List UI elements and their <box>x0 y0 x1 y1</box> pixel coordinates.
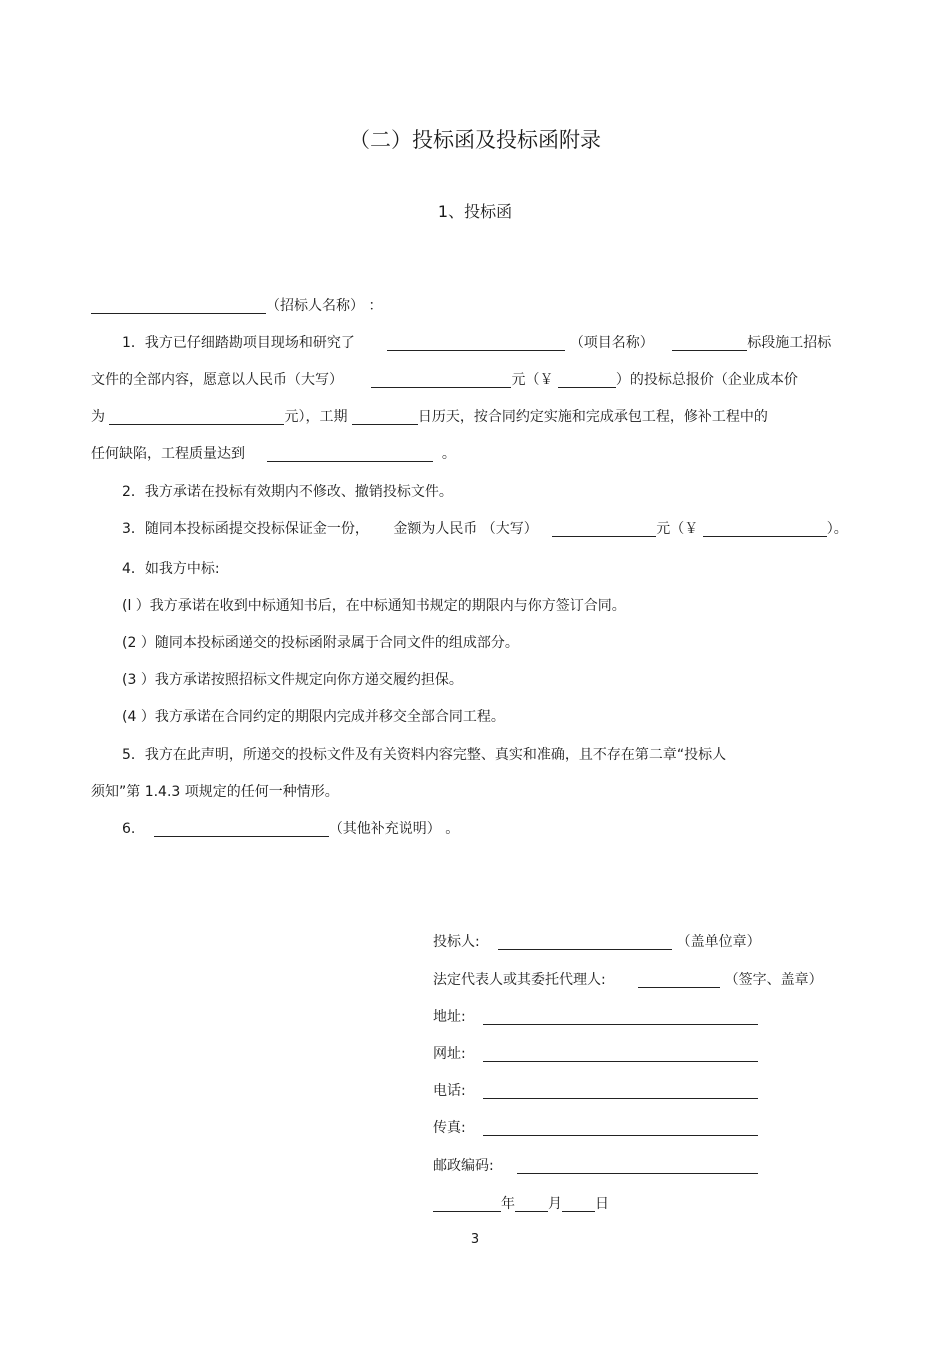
list-item: (l ）我方承诺在收到中标通知书后，在中标通知书规定的期限内与你方签订合同。 <box>122 598 626 614</box>
document-title: （二）投标函及投标函附录 <box>349 128 601 152</box>
para1-text-f: ）的投标总报价（企业成本价 <box>615 372 798 388</box>
phone-label: 电话: <box>433 1083 466 1099</box>
duration-blank[interactable] <box>352 409 418 425</box>
para1-text-k: 。 <box>441 446 456 462</box>
para5-line1: 5．我方在此声明，所递交的投标文件及有关资料内容完整、真实和准确，且不存在第二章“投标人 <box>122 747 727 763</box>
para1-text-a: 1．我方已仔细踏勘项目现场和研究了 <box>122 335 355 351</box>
para3-text-a: 3．随同本投标函提交投标保证金一份， <box>122 521 369 537</box>
para1-line2 <box>91 371 798 389</box>
para6 <box>122 820 459 838</box>
fax-blank[interactable] <box>483 1120 758 1136</box>
fax-line <box>433 1119 758 1137</box>
addressee-line <box>91 297 382 315</box>
postal-code-label: 邮政编码: <box>433 1158 494 1174</box>
bidder-line <box>433 933 761 951</box>
para2: 2．我方承诺在投标有效期内不修改、撤销投标文件。 <box>122 484 453 500</box>
phone-blank[interactable] <box>483 1083 758 1099</box>
para3-text-b: 金额为人民币 （大写） <box>393 521 538 537</box>
postal-code-blank[interactable] <box>517 1158 758 1174</box>
para1-text-d: 文件的全部内容，愿意以人民币（大写） <box>91 372 343 388</box>
para3-text-d: ）。 <box>826 521 848 537</box>
para3-text-c: 元（￥ <box>656 521 699 537</box>
month-blank[interactable] <box>515 1196 548 1212</box>
bidder-blank[interactable] <box>498 934 672 950</box>
list-item: (4 ）我方承诺在合同约定的期限内完成并移交全部合同工程。 <box>122 709 505 725</box>
para1-text-h: 元），工期 <box>284 409 348 425</box>
para1-line1 <box>122 334 831 352</box>
list-item: (3 ）我方承诺按照招标文件规定向你方递交履约担保。 <box>122 672 463 688</box>
para1-line4 <box>91 445 456 463</box>
year-blank[interactable] <box>433 1196 501 1212</box>
address-line <box>433 1008 758 1026</box>
month-label: 月 <box>548 1196 562 1212</box>
para1-text-g: 为 <box>91 409 105 425</box>
price-words-blank[interactable] <box>371 372 511 388</box>
day-blank[interactable] <box>562 1196 595 1212</box>
phone-line <box>433 1082 758 1100</box>
website-blank[interactable] <box>483 1046 758 1062</box>
para5-line2: 须知”第 1.4.3 项规定的任何一种情形。 <box>91 784 339 800</box>
project-name-blank[interactable] <box>387 335 565 351</box>
fax-label: 传真: <box>433 1120 466 1136</box>
legal-rep-note: （签字、盖章） <box>724 972 823 988</box>
para1-text-i: 日历天，按合同约定实施和完成承包工程，修补工程中的 <box>417 409 768 425</box>
para6-text: （其他补充说明） 。 <box>328 821 460 837</box>
bond-words-blank[interactable] <box>552 521 656 537</box>
legal-rep-label: 法定代表人或其委托代理人: <box>433 972 606 988</box>
para3 <box>122 520 848 538</box>
bidder-note: （盖单位章） <box>676 934 761 950</box>
postal-code-line <box>433 1157 758 1175</box>
legal-rep-line <box>433 971 823 989</box>
legal-rep-blank[interactable] <box>638 972 720 988</box>
section-subtitle: 1、投标函 <box>437 202 513 221</box>
date-line <box>433 1195 609 1213</box>
supplement-blank[interactable] <box>154 821 329 837</box>
year-label: 年 <box>501 1196 515 1212</box>
day-label: 日 <box>595 1196 609 1212</box>
website-label: 网址: <box>433 1046 466 1062</box>
address-blank[interactable] <box>483 1009 758 1025</box>
para1-text-j: 任何缺陷，工程质量达到 <box>91 446 245 462</box>
page-number: 3 <box>470 1232 480 1247</box>
price-figure-blank[interactable] <box>558 372 616 388</box>
addressee-suffix: （招标人名称） ： <box>266 298 383 314</box>
list-item: (2 ）随同本投标函递交的投标函附录属于合同文件的组成部分。 <box>122 635 519 651</box>
para1-text-b: （项目名称） <box>569 335 654 351</box>
para1-text-c: 标段施工招标 <box>747 335 832 351</box>
para4: 4．如我方中标: <box>122 561 220 577</box>
cost-price-blank[interactable] <box>109 409 284 425</box>
tenderee-name-blank[interactable] <box>91 298 266 314</box>
bond-figure-blank[interactable] <box>703 521 827 537</box>
bidder-label: 投标人: <box>433 934 480 950</box>
lot-blank[interactable] <box>672 335 747 351</box>
para6-number: 6. <box>122 821 136 837</box>
address-label: 地址: <box>433 1009 466 1025</box>
website-line <box>433 1045 758 1063</box>
para1-line3 <box>91 408 768 426</box>
para1-text-e: 元（￥ <box>511 372 554 388</box>
quality-blank[interactable] <box>267 446 433 462</box>
